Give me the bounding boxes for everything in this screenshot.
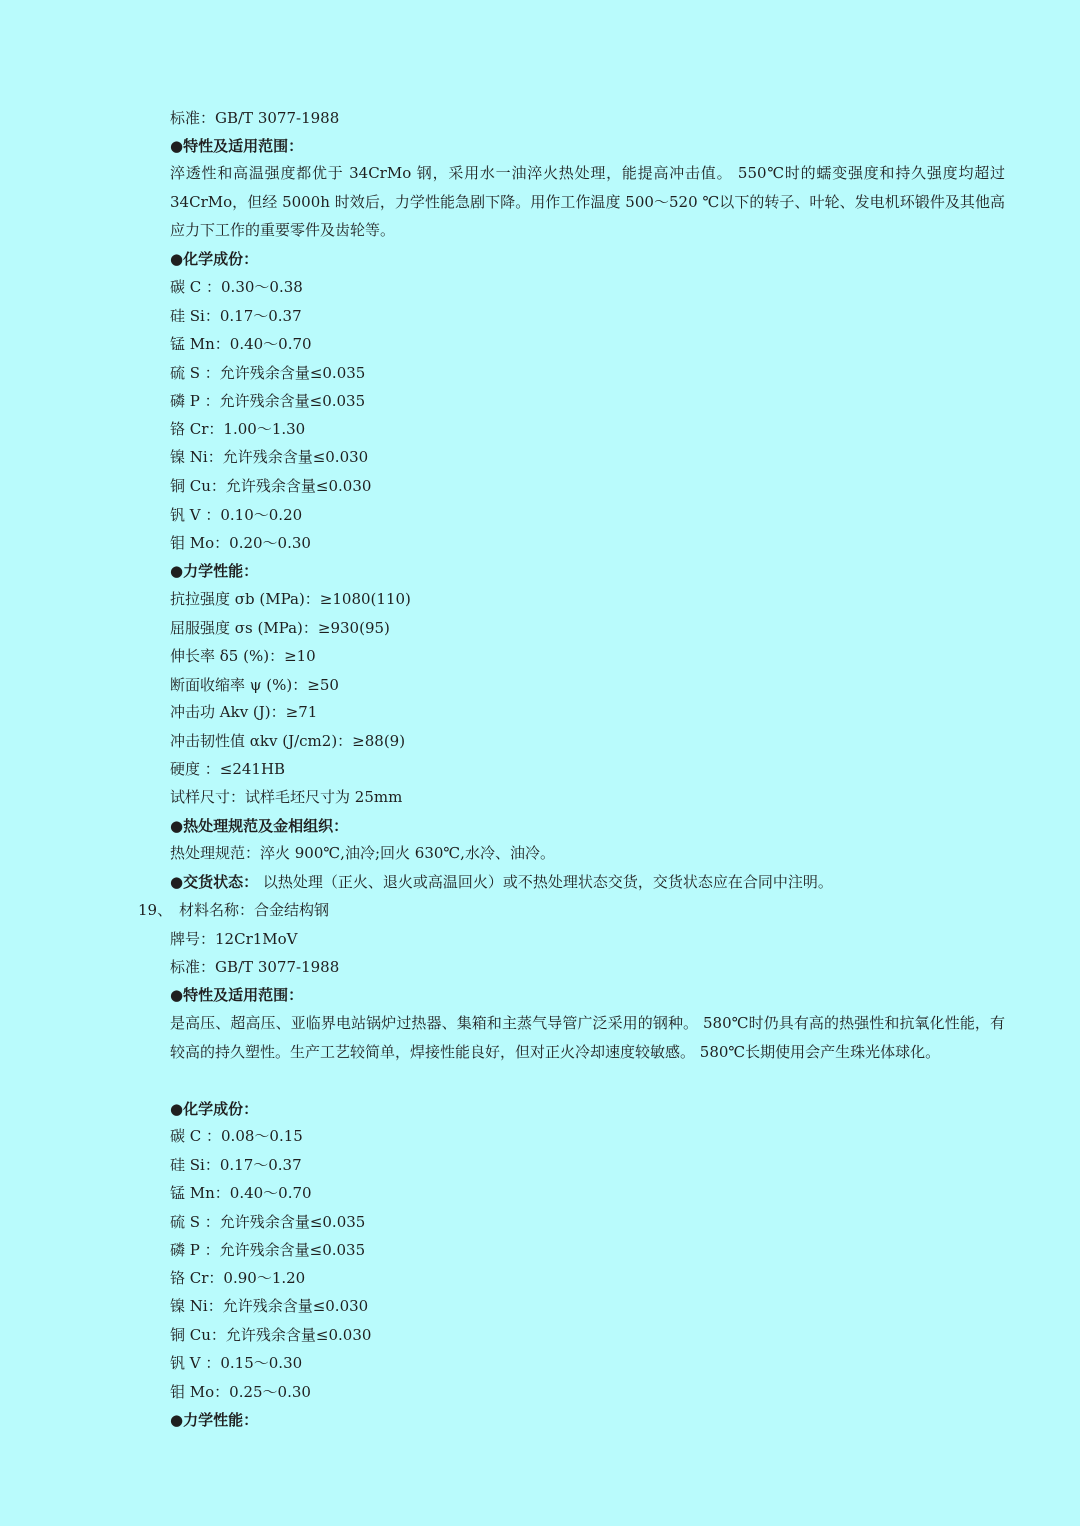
chem-phosphorus: 磷 P ：允许残余含量≤0.035 [170, 392, 366, 410]
chem-vanadium: 钒 V ：0.10～0.20 [170, 506, 303, 524]
chem-molybdenum: 钼 Mo：0.20～0.30 [170, 534, 311, 552]
grade-line: 牌号：12Cr1MoV [170, 930, 298, 948]
mech-reduction: 断面收缩率 ψ (%)：≥50 [170, 676, 339, 694]
chem-manganese: 锰 Mn：0.40～0.70 [170, 335, 312, 353]
heat-treatment-heading: ●热处理规范及金相组织： [170, 817, 349, 835]
chem-nickel: 镍 Ni：允许残余含量≤0.030 [170, 1297, 369, 1315]
chem-copper: 铜 Cu：允许残余含量≤0.030 [170, 1326, 372, 1344]
mech-hardness: 硬度 ：≤241HB [170, 760, 286, 778]
chem-sulfur: 硫 S ：允许残余含量≤0.035 [170, 1213, 366, 1231]
chem-phosphorus: 磷 P ：允许残余含量≤0.035 [170, 1241, 366, 1259]
chem-copper: 铜 Cu：允许残余含量≤0.030 [170, 477, 372, 495]
delivery-heading: ●交货状态： [170, 873, 259, 891]
mech-elongation: 伸长率 δ5 (%)：≥10 [170, 647, 316, 665]
chem-manganese: 锰 Mn：0.40～0.70 [170, 1184, 312, 1202]
properties-paragraph: 淬透性和高温强度都优于 34CrMo 钢，采用水一油淬火热处理，能提高冲击值。 550℃时的蠕变强度和持久强度均超过 34CrMo，但经 5000h 时效后，力学性能急剧下降。用作工作温度 500～520 ℃以下的转子、叶轮、发电机环锻件及其他高应力下工作的重要零件及齿轮等。 [170, 164, 1005, 239]
chem-sulfur: 硫 S ：允许残余含量≤0.035 [170, 364, 366, 382]
mech-impact-toughness: 冲击韧性值 αkv (J/cm2)：≥88(9) [170, 732, 406, 750]
chem-carbon: 碳 C ：0.30～0.38 [170, 278, 303, 296]
standard-line: 标准：GB/T 3077-1988 [170, 109, 340, 127]
delivery-text: 以热处理（正火、退火或高温回火）或不热处理状态交货，交货状态应在合同中注明。 [262, 873, 833, 891]
chem-chromium: 铬 Cr：1.00～1.30 [170, 420, 306, 438]
mech-impact-energy: 冲击功 Akv (J)：≥71 [170, 703, 318, 721]
standard-line: 标准：GB/T 3077-1988 [170, 958, 340, 976]
chem-molybdenum: 钼 Mo：0.25～0.30 [170, 1383, 311, 1401]
properties-paragraph: 是高压、超高压、亚临界电站锅炉过热器、集箱和主蒸气导管广泛采用的钢种。 580℃时仍具有高的热强性和抗氧化性能，有较高的持久塑性。生产工艺较简单，焊接性能良好，但对正火冷却速度较敏感。 580℃长期使用会产生珠光体球化。 [170, 1014, 1005, 1061]
mechanical-heading: ●力学性能： [170, 1411, 259, 1429]
chemical-heading: ●化学成份： [170, 250, 259, 268]
mech-tensile: 抗拉强度 σb (MPa)：≥1080(110) [170, 590, 411, 608]
properties-heading: ●特性及适用范围： [170, 137, 304, 155]
chemical-heading: ●化学成份： [170, 1100, 259, 1118]
delivery-line [170, 872, 833, 892]
mech-yield: 屈服强度 σs (MPa)：≥930(95) [170, 619, 390, 637]
chem-chromium: 铬 Cr：0.90～1.20 [170, 1269, 306, 1287]
properties-heading: ●特性及适用范围： [170, 986, 304, 1004]
chem-nickel: 镍 Ni：允许残余含量≤0.030 [170, 448, 369, 466]
material-name: 材料名称：合金结构钢 [179, 901, 330, 919]
mechanical-heading: ●力学性能： [170, 562, 259, 580]
item-number: 19、 [138, 901, 173, 919]
mech-sample-size: 试样尺寸：试样毛坯尺寸为 25mm [170, 788, 403, 806]
chem-silicon: 硅 Si：0.17～0.37 [170, 307, 302, 325]
chem-silicon: 硅 Si：0.17～0.37 [170, 1156, 302, 1174]
chem-vanadium: 钒 V ：0.15～0.30 [170, 1354, 303, 1372]
chem-carbon: 碳 C ：0.08～0.15 [170, 1127, 303, 1145]
heat-treatment-text: 热处理规范：淬火 900℃,油冷;回火 630℃,水冷、油冷。 [170, 844, 555, 862]
